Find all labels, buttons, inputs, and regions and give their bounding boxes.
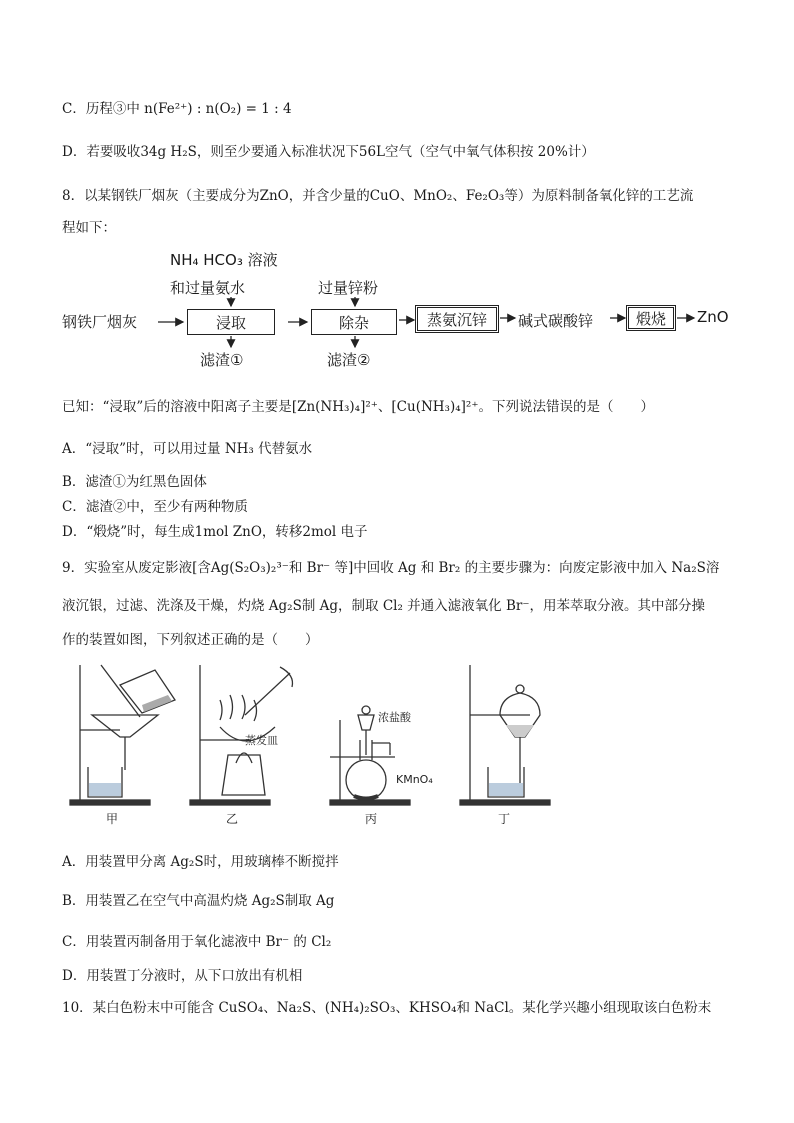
q8-known-suffix: 。下列说法错误的是（ ） — [478, 399, 654, 415]
label-ding: 丁 — [498, 812, 511, 826]
q8-stem-line2: 程如下： — [62, 220, 116, 236]
reagent-1-line1: NH₄ HCO₃ 溶液 — [170, 251, 278, 269]
apparatus-jia-filtration — [70, 665, 175, 805]
q9-option-d: D．用装置丁分液时，从下口放出有机相 — [62, 968, 303, 984]
q8-ion-zinc-complex: [Zn(NH₃)₄]²⁺ — [291, 399, 378, 415]
lab-apparatus-figure — [60, 655, 560, 830]
q10-stem-line1: 10．某白色粉末中可能含 CuSO₄、Na₂S、(NH₄)₂SO₃、KHSO₄和 NaCl。某化学兴趣小组现取该白色粉末 — [62, 1000, 712, 1016]
final-product: ZnO — [697, 308, 729, 326]
residue-2: 滤渣② — [327, 351, 371, 369]
q8-option-b: B．滤渣①为红黑色固体 — [62, 474, 207, 490]
residue-1: 滤渣① — [200, 351, 244, 369]
option-c-formula: n(Fe²⁺) : n(O₂) = 1 : 4 — [144, 101, 292, 117]
q9-stem-line1 — [62, 556, 719, 576]
reagent-2: 过量锌粉 — [318, 279, 379, 297]
option-d-previous: D．若要吸收34g H₂S，则至少要通入标准状况下56L空气（空气中氧气体积按 20%计） — [62, 144, 595, 160]
q9-stem-line2: 液沉银，过滤、洗涤及干燥，灼烧 Ag₂S制 Ag，制取 Cl₂ 并通入滤液氧化 Br⁻，用苯萃取分液。其中部分操 — [62, 598, 705, 614]
reagent-1-line2: 和过量氨水 — [170, 279, 246, 297]
q9-option-a: A．用装置甲分离 Ag₂S时，用玻璃棒不断搅拌 — [62, 854, 339, 870]
step-leaching: 浸取 — [187, 309, 275, 335]
q9-line1-part-b: 和 Br⁻ 等]中回收 Ag 和 Br₂ 的主要步骤为：向废定影液中加入 Na₂S溶 — [288, 560, 720, 576]
start-material: 钢铁厂烟灰 — [62, 313, 138, 331]
step-ammonia-evaporation: 蒸氨沉锌 — [417, 307, 497, 331]
label-bing: 丙 — [365, 812, 378, 826]
label-yi: 乙 — [226, 812, 239, 826]
label-kmno4: KMnO₄ — [396, 773, 433, 786]
apparatus-ding-separation — [460, 665, 550, 805]
q8-known-prefix: 已知：“浸取”后的溶液中阳离子主要是 — [62, 399, 292, 415]
q8-option-c: C．滤渣②中，至少有两种物质 — [62, 499, 248, 515]
q9-option-b: B．用装置乙在空气中高温灼烧 Ag₂S制取 Ag — [62, 893, 335, 909]
label-jia: 甲 — [106, 812, 119, 826]
q9-line1-ion: Ag(S₂O₃)₂³⁻ — [210, 560, 289, 576]
option-c-prefix: C．历程③中 — [62, 101, 140, 117]
q8-ion-copper-complex: [Cu(NH₃)₄]²⁺ — [391, 399, 479, 415]
step-purification: 除杂 — [311, 309, 397, 335]
step-calcination: 煅烧 — [628, 307, 674, 329]
q8-option-d: D．“煅烧”时，每生成1mol ZnO，转移2mol 电子 — [62, 524, 368, 540]
q8-known — [62, 395, 654, 415]
q9-stem-line3: 作的装置如图，下列叙述正确的是（ ） — [62, 632, 319, 648]
q9-option-c: C．用装置丙制备用于氧化滤液中 Br⁻ 的 Cl₂ — [62, 934, 332, 950]
flowchart-arrows — [0, 0, 794, 400]
q8-stem-line1: 8．以某钢铁厂烟灰（主要成分为ZnO，并含少量的CuO、MnO₂、Fe₂O₃等）为原料制备氧化锌的工艺流 — [62, 188, 694, 204]
q8-option-a: A．“浸取”时，可以用过量 NH₃ 代替氨水 — [62, 441, 313, 457]
q8-separator: 、 — [377, 399, 392, 415]
label-evaporating-dish: 蒸发皿 — [245, 734, 278, 747]
q9-line1-part-a: 9．实验室从废定影液[含 — [62, 560, 211, 576]
intermediate-product: 碱式碳酸锌 — [518, 312, 594, 330]
label-conc-hcl: 浓盐酸 — [378, 711, 411, 724]
